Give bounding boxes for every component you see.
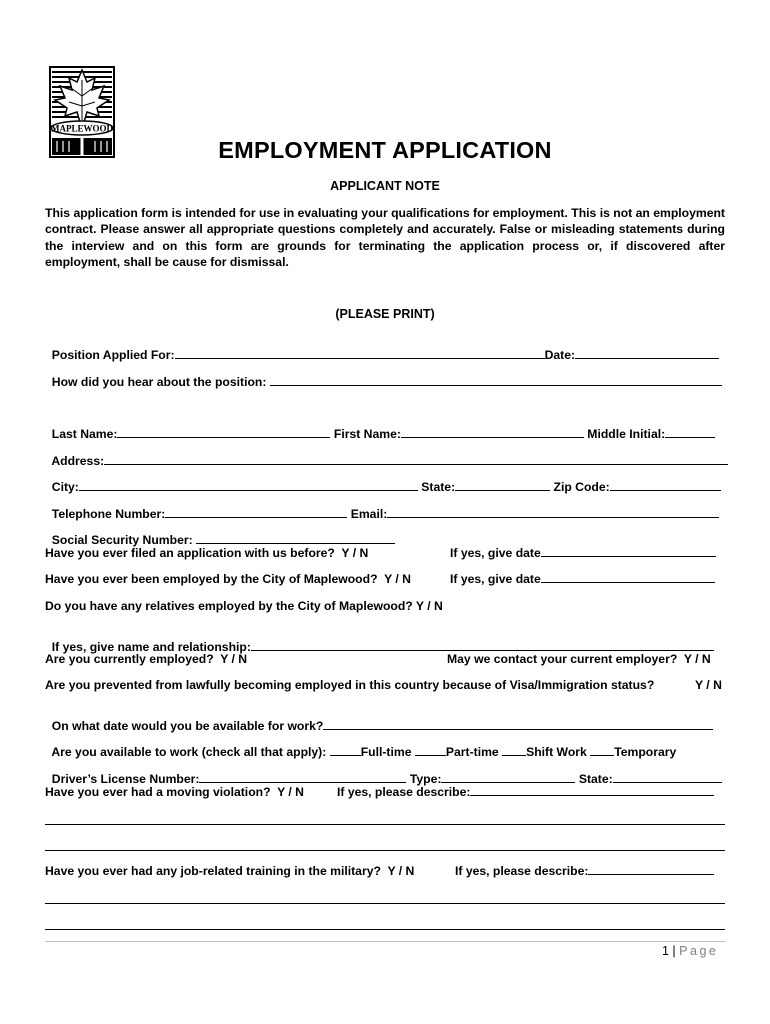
part-time-label: Part-time bbox=[445, 745, 503, 759]
ssn-row bbox=[45, 519, 395, 547]
filed-before-date-field[interactable] bbox=[541, 546, 716, 557]
temporary-field[interactable] bbox=[590, 745, 614, 756]
moving-violation-field[interactable] bbox=[470, 785, 714, 796]
filed-before-yes-label: If yes, give date bbox=[450, 546, 541, 560]
last-name-label: Last Name: bbox=[51, 427, 118, 441]
telephone-label: Telephone Number: bbox=[51, 507, 166, 521]
moving-violation-line-2[interactable] bbox=[45, 850, 725, 851]
page-separator: | bbox=[668, 944, 680, 958]
employed-city-date-field[interactable] bbox=[541, 572, 715, 583]
first-name-field[interactable] bbox=[401, 427, 584, 438]
logo-text: MAPLEWOOD bbox=[51, 123, 113, 134]
license-field[interactable] bbox=[199, 772, 406, 783]
currently-employed-question: Are you currently employed? Y / N bbox=[45, 652, 248, 666]
name-row bbox=[45, 413, 715, 441]
license-type-label: Type: bbox=[406, 772, 442, 786]
military-line-2[interactable] bbox=[45, 929, 725, 930]
date-label: Date: bbox=[544, 348, 576, 362]
contact-employer-question: May we contact your current employer? Y / N bbox=[447, 652, 711, 666]
moving-violation-yes-row bbox=[337, 785, 714, 799]
filed-before-question: Have you ever filed an application with us before? Y / N bbox=[45, 546, 369, 560]
page-word: Page bbox=[679, 944, 719, 958]
city-row bbox=[45, 466, 721, 494]
address-field[interactable] bbox=[104, 454, 728, 465]
military-yes-label: If yes, please describe: bbox=[455, 864, 589, 878]
hear-label: How did you hear about the position: bbox=[51, 375, 270, 389]
employed-city-yes-label: If yes, give date bbox=[450, 572, 541, 586]
please-print-label: (PLEASE PRINT) bbox=[335, 307, 435, 321]
shift-work-label: Shift Work bbox=[526, 745, 591, 759]
page-title: EMPLOYMENT APPLICATION bbox=[218, 137, 552, 163]
relatives-yes-label: If yes, give name and relationship: bbox=[51, 640, 251, 654]
address-row bbox=[45, 440, 728, 468]
ssn-field[interactable] bbox=[196, 533, 395, 544]
relatives-field[interactable] bbox=[251, 640, 714, 651]
telephone-field[interactable] bbox=[165, 507, 347, 518]
available-date-label: On what date would you be available for work? bbox=[51, 719, 324, 733]
address-label: Address: bbox=[51, 454, 105, 468]
zip-field[interactable] bbox=[610, 480, 721, 491]
military-yes-row bbox=[455, 864, 714, 878]
license-label: Driver’s License Number: bbox=[51, 772, 200, 786]
moving-violation-question: Have you ever had a moving violation? Y / N bbox=[45, 785, 304, 799]
last-name-field[interactable] bbox=[117, 427, 330, 438]
available-date-row bbox=[45, 705, 713, 733]
state-field[interactable] bbox=[455, 480, 550, 491]
relatives-question: Do you have any relatives employed by the City of Maplewood? Y / N bbox=[45, 599, 443, 613]
page-footer bbox=[662, 944, 718, 958]
military-question: Have you ever had any job-related training in the military? Y / N bbox=[45, 864, 415, 878]
position-label: Position Applied For: bbox=[51, 348, 175, 362]
city-field[interactable] bbox=[79, 480, 418, 491]
first-name-label: First Name: bbox=[330, 427, 401, 441]
part-time-field[interactable] bbox=[415, 745, 446, 756]
available-date-field[interactable] bbox=[323, 719, 713, 730]
license-state-field[interactable] bbox=[613, 772, 722, 783]
relatives-yes-row bbox=[45, 626, 714, 654]
available-types-label: Are you available to work (check all that apply): bbox=[51, 745, 330, 759]
license-row bbox=[45, 758, 722, 786]
visa-question: Are you prevented from lawfully becoming employed in this country because of Visa/Immigration status? bbox=[45, 678, 655, 692]
moving-violation-yes-label: If yes, please describe: bbox=[337, 785, 471, 799]
hear-field[interactable] bbox=[270, 375, 722, 386]
page-number: 1 bbox=[662, 944, 669, 958]
state-label: State: bbox=[417, 480, 456, 494]
email-field[interactable] bbox=[387, 507, 719, 518]
temporary-label: Temporary bbox=[614, 745, 677, 759]
email-label: Email: bbox=[347, 507, 388, 521]
middle-initial-field[interactable] bbox=[665, 427, 715, 438]
position-field[interactable] bbox=[175, 348, 545, 359]
city-label: City: bbox=[51, 480, 79, 494]
hear-row bbox=[45, 361, 722, 389]
available-types-row bbox=[45, 731, 676, 759]
full-time-field[interactable] bbox=[330, 745, 361, 756]
position-row bbox=[45, 334, 719, 362]
middle-initial-label: Middle Initial: bbox=[583, 427, 666, 441]
license-state-label: State: bbox=[575, 772, 613, 786]
filed-before-yes-row bbox=[450, 546, 716, 560]
moving-violation-line-1[interactable] bbox=[45, 824, 725, 825]
visa-yn: Y / N bbox=[695, 678, 722, 692]
military-field[interactable] bbox=[588, 864, 714, 875]
zip-label: Zip Code: bbox=[550, 480, 610, 494]
footer-divider bbox=[45, 941, 725, 942]
license-type-field[interactable] bbox=[441, 772, 575, 783]
employed-city-question: Have you ever been employed by the City of Maplewood? Y / N bbox=[45, 572, 411, 586]
military-line-1[interactable] bbox=[45, 903, 725, 904]
ssn-label: Social Security Number: bbox=[51, 533, 197, 547]
full-time-label: Full-time bbox=[360, 745, 415, 759]
applicant-note-heading: APPLICANT NOTE bbox=[330, 179, 440, 193]
date-field[interactable] bbox=[575, 348, 719, 359]
shift-work-field[interactable] bbox=[502, 745, 526, 756]
employed-city-yes-row bbox=[450, 572, 715, 586]
applicant-note-text: This application form is intended for use in evaluating your qualifications for employment. This is not an employment contract. Please answer all appropriate questions completely and accurately. False or misleading statements during the interview and on this form are grounds for terminating the application process or, if discovered after employment, shall be cause for dismissal. bbox=[45, 206, 725, 269]
phone-row bbox=[45, 493, 719, 521]
